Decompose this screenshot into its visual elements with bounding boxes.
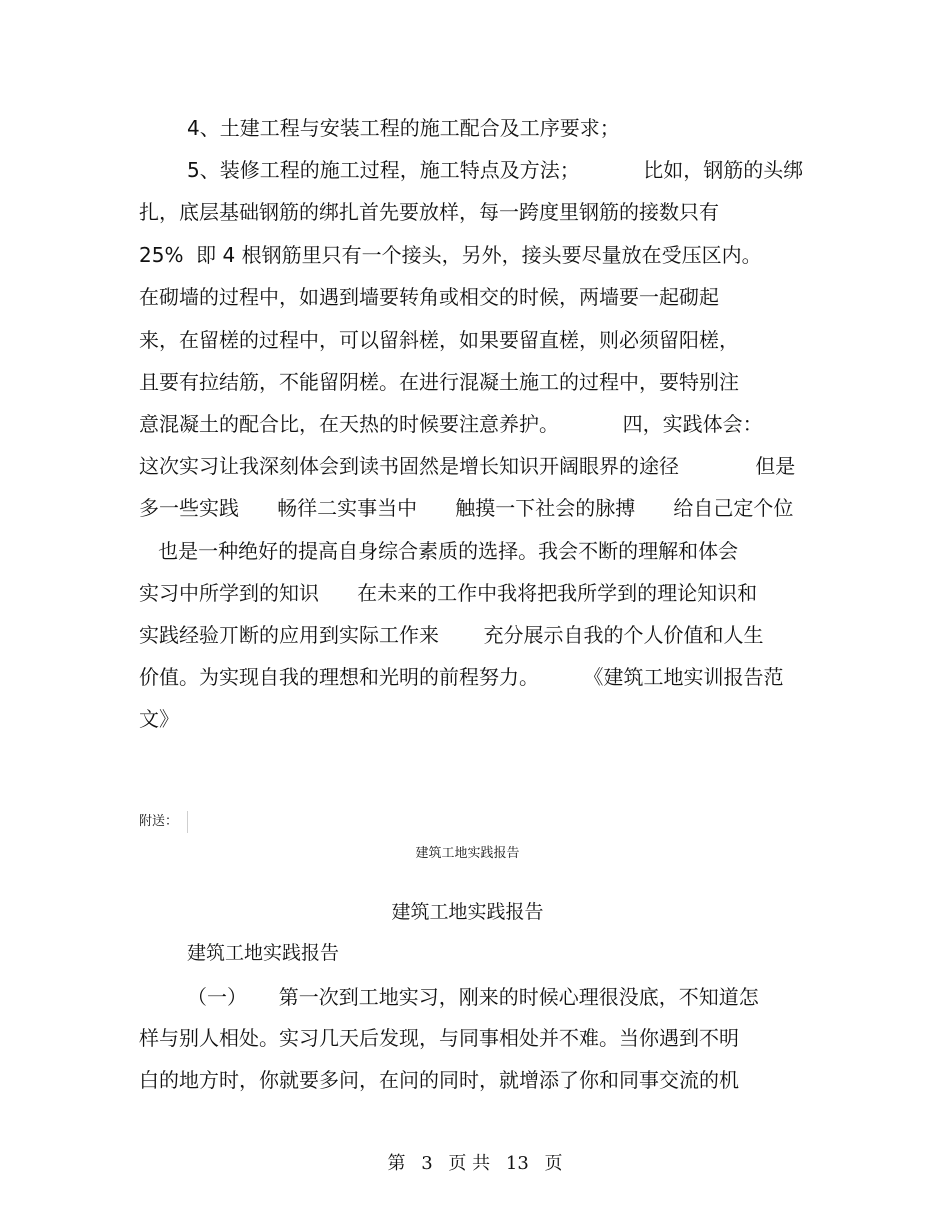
section-line-1: （一） 第一次到工地实习，刚来的时候心理很没底，不知道怎 bbox=[187, 985, 759, 1009]
footer-prefix: 第 bbox=[387, 1153, 406, 1174]
body-line-3: 扎，底层基础钢筋的绑扎首先要放样，每一跨度里钢筋的接数只有 bbox=[139, 200, 719, 224]
footer-suffix: 页 bbox=[544, 1153, 563, 1174]
section-line-2: 样与别人相处。实习几天后发现，与同事相处并不难。当你遇到不明 bbox=[139, 1026, 739, 1050]
body-line-6: 来，在留槎的过程中，可以留斜槎，如果要留直槎，则必须留阳槎， bbox=[139, 328, 739, 352]
body-line-11: 也是一种绝好的提高自身综合素质的选择。我会不断的理解和体会 bbox=[139, 539, 739, 563]
document-title: 建筑工地实践报告 bbox=[391, 901, 544, 923]
body-line-4: 25% 即 4 根钢筋里只有一个接头，另外，接头要尽量放在受压区内。 bbox=[139, 243, 762, 267]
document-subtitle: 建筑工地实践报告 bbox=[187, 942, 340, 964]
body-line-5: 在砌墙的过程中，如遇到墙要转角或相交的时候，两墙要一起砌起 bbox=[139, 285, 719, 309]
body-line-7: 且要有拉结筋，不能留阴槎。在进行混凝土施工的过程中，要特别注 bbox=[139, 370, 739, 394]
cursor-divider bbox=[187, 811, 188, 833]
body-line-8: 意混凝土的配合比，在天热的时候要注意养护。 四，实践体会： bbox=[139, 412, 763, 436]
current-page-number: 3 bbox=[421, 1153, 433, 1174]
body-line-9: 这次实习让我深刻体会到读书固然是增长知识开阔眼界的途径 但是 bbox=[139, 454, 796, 478]
body-line-13: 实践经验丌断的应用到实际工作来 充分展示自我的个人价值和人生 bbox=[139, 623, 764, 647]
body-line-15: 文》 bbox=[139, 707, 179, 731]
page-footer bbox=[0, 1152, 950, 1176]
body-line-14: 价值。为实现自我的理想和光明的前程努力。 《建筑工地实训报告范 bbox=[139, 665, 784, 689]
total-pages: 13 bbox=[505, 1153, 529, 1174]
body-line-10: 多一些实践 畅徉二实事当中 触摸一下社会的脉搏 给自己定个位 bbox=[139, 496, 794, 520]
footer-mid: 页 共 bbox=[448, 1153, 491, 1174]
section-line-3: 白的地方时，你就要多问，在问的同时，就增添了你和同事交流的机 bbox=[139, 1068, 739, 1092]
header-small-title: 建筑工地实践报告 bbox=[415, 846, 520, 861]
body-line-2: 5、装修工程的施工过程，施工特点及方法； 比如，钢筋的头绑 bbox=[187, 158, 804, 182]
body-line-12: 实习中所学到的知识 在未来的工作中我将把我所学到的理论知识和 bbox=[139, 581, 758, 605]
attachment-label: 附送： bbox=[139, 814, 179, 829]
body-line-1: 4、土建工程与安装工程的施工配合及工序要求； bbox=[187, 116, 620, 140]
